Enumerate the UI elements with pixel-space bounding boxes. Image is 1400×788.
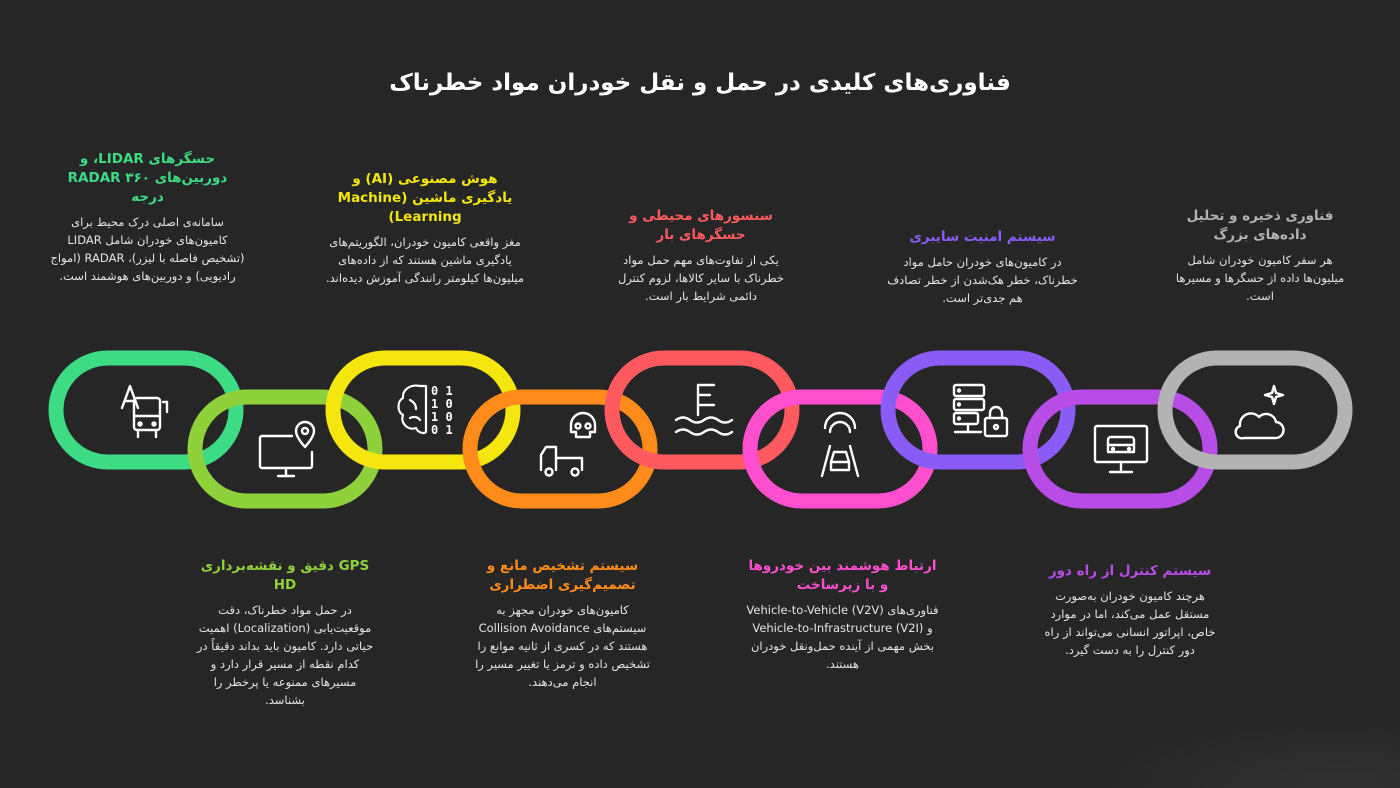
block-gps-body: در حمل مواد خطرناک، دقت موقعیت‌یابی (Localization) اهمیت حیاتی دارد. کامیون باید بداند دقیقاً در کدام نقطه از مسیر قرار دارد و مسیرهای ممنوعه یا پرخطر را بشناسد. xyxy=(196,603,374,707)
block-teleop-heading: سیستم کنترل از راه دور xyxy=(1048,563,1212,579)
svg-text:1 0: 1 0 xyxy=(431,397,453,411)
block-collision-heading: سیستم تشخیص مانع و تصمیم‌گیری اضطراری xyxy=(486,558,639,593)
thermometer-water-icon xyxy=(676,385,732,435)
block-ai-body: مغز واقعی کامیون خودران، الگوریتم‌های یادگیری ماشین هستند که از داده‌های میلیون‌ها کیلومتر رانندگی آموزش دیده‌اند. xyxy=(325,235,525,285)
monitor-truck-icon xyxy=(1095,426,1147,472)
block-sensors-heading: سنسورهای محیطی و حسگرهای بار xyxy=(629,208,773,243)
block-v2x-heading: ارتباط هوشمند بین خودروها و با زیرساخت xyxy=(748,558,937,593)
corner-glow xyxy=(1100,718,1400,788)
car-signal-icon xyxy=(822,413,858,476)
block-cyber-heading: سیستم امنیت سایبری xyxy=(909,229,1056,245)
block-ai-heading: هوش مصنوعی (AI) و یادگیری ماشین (Machine Learning) xyxy=(337,171,513,225)
server-lock-icon xyxy=(954,385,1007,436)
brain-binary-icon xyxy=(399,386,427,433)
block-v2x-body: فناوری‌های Vehicle-to-Vehicle (V2V) و Vehicle-to-Infrastructure (V2I) بخش مهمی از آینده حمل‌ونقل خودران هستند. xyxy=(746,603,939,671)
block-teleop-body: هرچند کامیون خودران به‌صورت مستقل عمل می‌کند، اما در موارد خاص، اپراتور انسانی می‌تواند از راه دور کنترل را به دست گیرد. xyxy=(1044,589,1216,657)
block-bigdata-body: هر سفر کامیون خودران شامل میلیون‌ها داده از حسگرها و مسیرها است. xyxy=(1175,253,1345,303)
svg-text:0 1: 0 1 xyxy=(431,384,453,398)
block-cyber-body: در کامیون‌های خودران حامل مواد خطرناک، خطر هک‌شدن از خطر تصادف هم جدی‌تر است. xyxy=(887,255,1078,305)
svg-text:1 0: 1 0 xyxy=(431,410,453,424)
cloud-sparkle-icon xyxy=(1236,386,1284,438)
page-title: فناوری‌های کلیدی در حمل و نقل خودران مواد خطرناک xyxy=(389,70,1011,96)
block-lidar-heading: حسگرهای LIDAR، و دوربین‌های ۳۶۰ RADAR درجه xyxy=(67,151,228,205)
block-gps-heading: GPS دقیق و نقشه‌برداری HD xyxy=(200,558,370,593)
block-lidar-body: سامانه‌ی اصلی درک محیط برای کامیون‌های خودران شامل LIDAR (تشخیص فاصله با لیزر)، RADAR (امواج رادیویی) و دوربین‌های هوشمند است. xyxy=(50,215,245,283)
block-collision-body: کامیون‌های خودران مجهز به سیستم‌های Collision Avoidance هستند که در کسری از ثانیه موانع را تشخیص داده و ترمز یا تغییر مسیر را انجام می‌دهند. xyxy=(475,603,650,689)
monitor-location-icon xyxy=(260,422,314,476)
translate-bus-icon xyxy=(122,386,167,437)
binary-digits xyxy=(431,384,453,437)
truck-skull-icon xyxy=(541,413,595,476)
svg-text:0 1: 0 1 xyxy=(431,423,453,437)
block-sensors-body: یکی از تفاوت‌های مهم حمل مواد خطرناک با سایر کالاها، لزوم کنترل دائمی شرایط بار است. xyxy=(617,253,784,303)
block-bigdata-heading: فناوری ذخیره و تحلیل داده‌های بزرگ xyxy=(1186,208,1334,243)
